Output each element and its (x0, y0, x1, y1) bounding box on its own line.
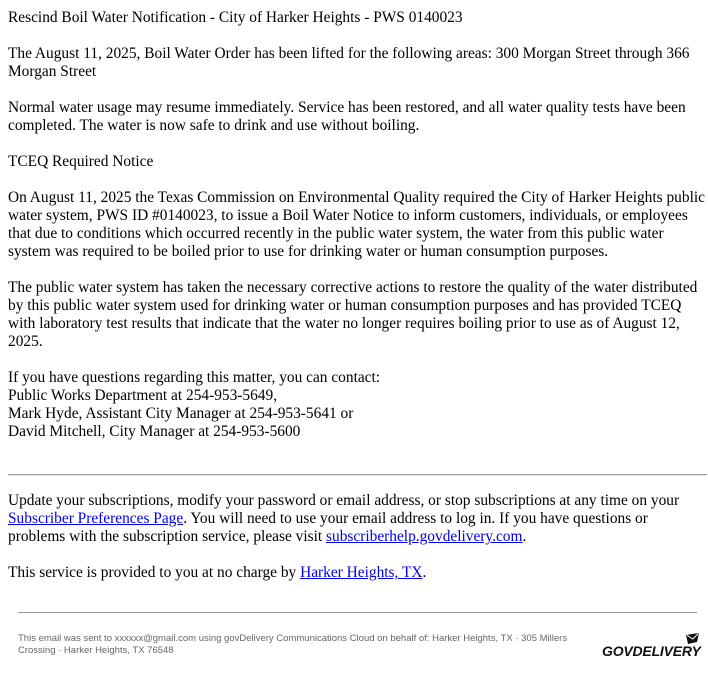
subscriber-preferences-link[interactable]: Subscriber Preferences Page (8, 510, 184, 527)
resume-usage-paragraph: Normal water usage may resume immediately. Service has been restored, and all water quality tests have been completed. The water is now safe to drink and use without boiling. (8, 99, 686, 134)
subscription-paragraph (8, 492, 708, 546)
no-charge-end: . (422, 564, 427, 581)
footer-divider (8, 474, 707, 476)
harker-heights-link[interactable]: Harker Heights, TX (300, 564, 423, 581)
subscriber-help-link[interactable]: subscriberhelp.govdelivery.com (326, 528, 523, 545)
email-subject: Rescind Boil Water Notification - City of Harker Heights - PWS 0140023 (8, 9, 463, 26)
sender-info: This email was sent to xxxxxx@gmail.com using govDelivery Communications Cloud on behalf of: Harker Heights, TX · 305 Millers Crossing · Harker Heights, TX 76548 (18, 633, 568, 656)
govdelivery-logo-text: GOVDELIVERY (602, 643, 701, 659)
order-lifted-paragraph: The August 11, 2025, Boil Water Order has been lifted for the following areas: 300 Morgan Street through 366 Morgan Street (8, 45, 690, 80)
email-body (8, 9, 708, 459)
contacts-block (8, 369, 708, 441)
tceq-notice-paragraph: On August 11, 2025 the Texas Commission on Environmental Quality required the City of Harker Heights public water system, PWS ID #0140023, to issue a Boil Water Notice to inform customers, individuals, or employees that due to conditions which occurred recently in the public water system, the water from this public water system was required to be boiled prior to use for drinking water or human consumption purposes. (8, 189, 705, 260)
no-charge-text: This service is provided to you at no charge by (8, 564, 301, 581)
no-charge-paragraph (8, 564, 708, 582)
subscription-footer (8, 492, 708, 600)
contact-public-works: Public Works Department at 254-953-5649, (8, 387, 278, 404)
contact-assistant-city-manager: Mark Hyde, Assistant City Manager at 254-953-5641 or (8, 405, 354, 422)
contacts-intro: If you have questions regarding this matter, you can contact: (8, 369, 381, 386)
subscription-help-text: . You will need to use your email address to log in. If you have questions or problems with the subscription service, please visit (8, 510, 648, 545)
small-print-divider (18, 612, 697, 613)
subscription-text: Update your subscriptions, modify your password or email address, or stop subscriptions at any time on your (8, 492, 680, 509)
corrective-actions-paragraph: The public water system has taken the necessary corrective actions to restore the quality of the water distributed by this public water system used for drinking water or human consumption purposes and has provided TCEQ with laboratory test results that indicate that the water no longer requires boiling prior to use as of August 12, 2025. (8, 279, 698, 350)
tceq-heading: TCEQ Required Notice (8, 153, 154, 170)
envelope-icon (686, 633, 699, 644)
subscription-end-text: . (522, 528, 527, 545)
contact-city-manager: David Mitchell, City Manager at 254-953-5600 (8, 423, 301, 440)
govdelivery-logo (602, 633, 700, 661)
